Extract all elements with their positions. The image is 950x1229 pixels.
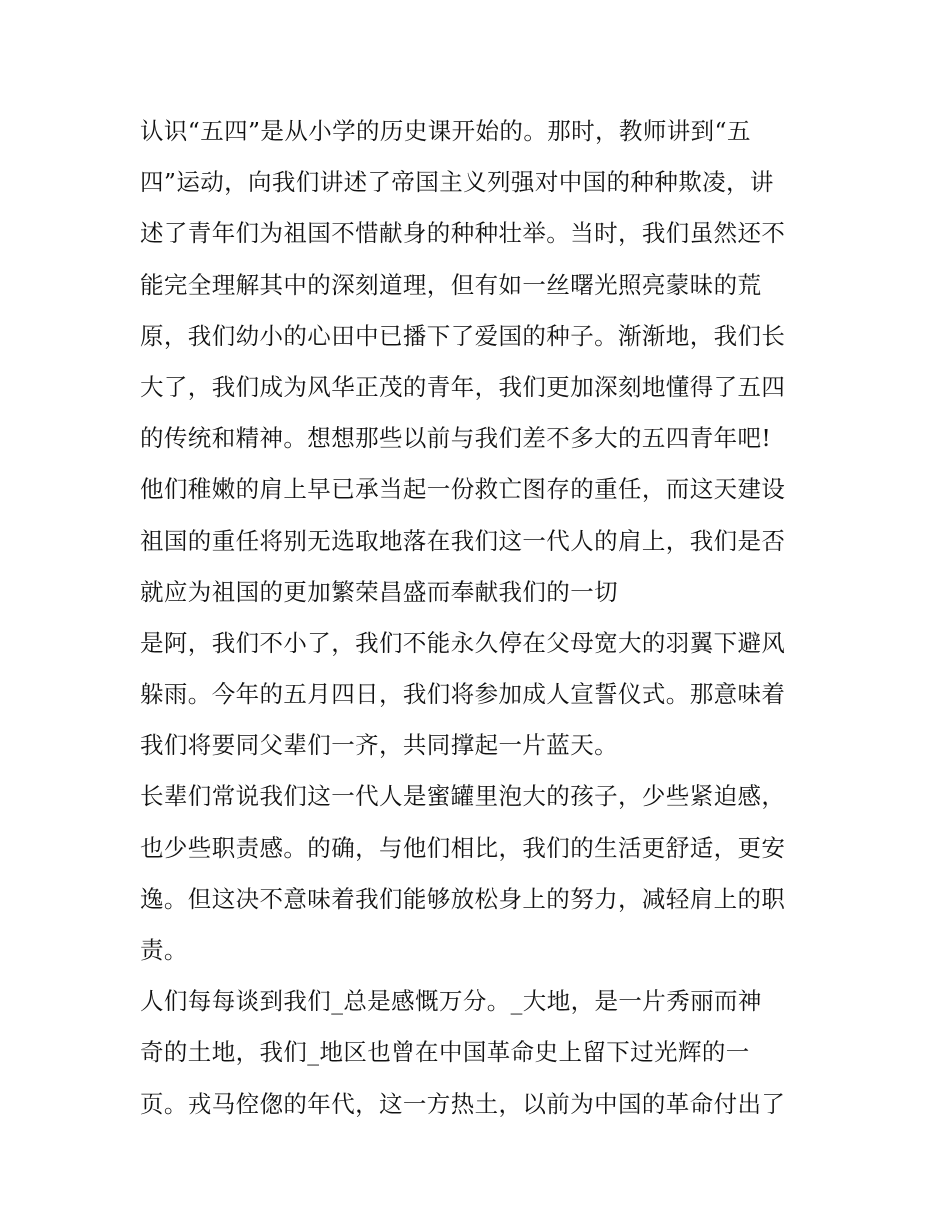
text-line: 述了青年们为祖国不惜献身的种种壮举。当时，我们虽然还不 [140,219,786,248]
text-line: 四”运动，向我们讲述了帝国主义列强对中国的种种欺凌，讲 [140,168,774,197]
text-line: 祖国的重任将别无选取地落在我们这一代人的肩上，我们是否 [140,526,786,555]
text-line: 能完全理解其中的深刻道理，但有如一丝曙光照亮蒙昧的荒 [140,270,762,299]
text-line: 原，我们幼小的心田中已播下了爱国的种子。渐渐地，我们长 [140,321,786,350]
text-line: 页。戎马倥偬的年代，这一方热土，以前为中国的革命付出了 [140,1089,786,1118]
text-line: 躲雨。今年的五月四日，我们将参加成人宣誓仪式。那意味着 [140,680,786,709]
text-line: 逸。但这决不意味着我们能够放松身上的努力，减轻肩上的职 [140,884,786,913]
text-line: 我们将要同父辈们一齐，共同撑起一片蓝天。 [140,731,618,760]
text-line: 也少些职责感。的确，与他们相比，我们的生活更舒适，更安 [140,833,786,862]
text-line: 他们稚嫩的肩上早已承当起一份救亡图存的重任，而这天建设 [140,475,786,504]
text-line: 长辈们常说我们这一代人是蜜罐里泡大的孩子，少些紧迫感， [140,782,786,811]
body-text [140,106,820,1130]
text-line: 是阿，我们不小了，我们不能永久停在父母宽大的羽翼下避风 [140,628,786,657]
text-line: 认识“五四”是从小学的历史课开始的。那时，教师讲到“五 [140,117,751,145]
text-line: 人们每每谈到我们_总是感慨万分。_大地，是一片秀丽而神 [140,987,762,1016]
text-line: 大了，我们成为风华正茂的青年，我们更加深刻地懂得了五四 [140,372,786,401]
text-line: 就应为祖国的更加繁荣昌盛而奉献我们的一切 [140,577,618,606]
text-line: 的传统和精神。想想那些以前与我们差不多大的五四青年吧! [140,424,772,453]
text-line: 奇的土地，我们_地区也曾在中国革命史上留下过光辉的一 [140,1038,750,1067]
text-line: 责。 [140,936,188,964]
